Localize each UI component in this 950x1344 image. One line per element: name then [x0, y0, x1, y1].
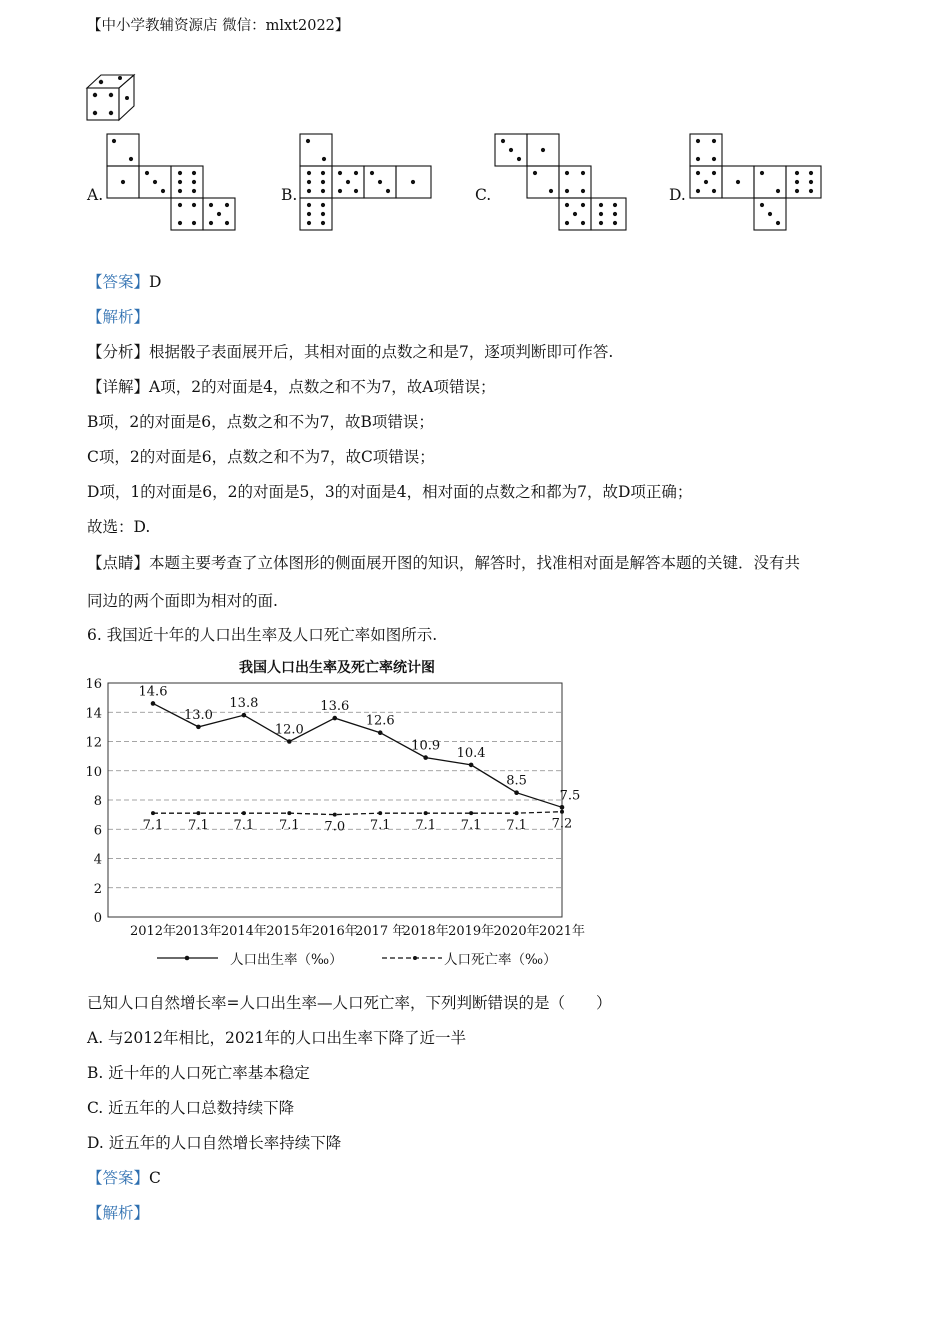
birth-rate-data-label: 13.8: [229, 696, 259, 712]
x-tick-label: 2019年: [448, 924, 495, 939]
dianjing-text-1: 本题主要考查了立体图形的侧面展开图的知识，解答时，找准相对面是解答本题的关键．没有共: [149, 554, 801, 572]
death-rate-data-label: 7.2: [551, 816, 573, 832]
x-tick-label: 2021年: [538, 924, 586, 939]
death-rate-point: [378, 811, 382, 815]
x-tick-label: 2013年: [175, 924, 222, 939]
birth-rate-data-label: 10.9: [411, 738, 441, 754]
x-tick-label: 2015年: [266, 924, 313, 939]
death-rate-point: [196, 811, 200, 815]
net-option-c: [495, 134, 626, 230]
q6-option-d[interactable]: D. 近五年的人口自然增长率持续下降: [87, 1134, 342, 1152]
death-rate-point: [515, 811, 519, 815]
death-rate-data-label: 7.0: [324, 819, 346, 835]
birth-rate-point: [514, 790, 519, 795]
option-c-label: C.: [475, 186, 492, 204]
birth-rate-data-label: 8.5: [506, 773, 527, 789]
y-tick-label: 0: [93, 911, 102, 926]
y-tick-label: 16: [85, 677, 102, 692]
death-rate-data-label: 7.1: [369, 818, 391, 834]
q6-option-b[interactable]: B. 近十年的人口死亡率基本稳定: [87, 1064, 310, 1082]
x-tick-label: 2020年: [493, 924, 540, 939]
birth-rate-point: [469, 763, 474, 768]
q5-fenxi: [87, 340, 613, 362]
option-d-label: D.: [669, 186, 686, 204]
death-rate-data-label: 7.1: [460, 818, 482, 834]
xiangjie-line-b: B项，2的对面是6，点数之和不为7，故B项错误；: [87, 413, 434, 431]
y-tick-label: 6: [93, 823, 102, 839]
birth-rate-data-label: 7.5: [559, 788, 581, 804]
x-tick-label: 2017 年: [355, 924, 406, 939]
birth-rate-data-label: 12.0: [274, 722, 304, 738]
x-tick-label: 2018年: [402, 924, 449, 939]
xiangjie-conclusion: 故选：D.: [87, 518, 151, 536]
death-rate-data-label: 7.1: [233, 818, 255, 834]
x-tick-label: 2012年: [129, 924, 177, 939]
xiangjie-line-c: C项，2的对面是6，点数之和不为7，故C项错误；: [87, 448, 435, 466]
y-tick-label: 8: [93, 794, 102, 809]
q6-condition: 已知人口自然增长率=人口出生率—人口死亡率，下列判断错误的是（ ）: [87, 994, 612, 1012]
y-tick-label: 14: [85, 706, 102, 722]
birth-rate-point: [423, 755, 428, 760]
y-tick-label: 10: [85, 764, 102, 780]
header-watermark: 【中小学教辅资源店 微信：mlxt2022】: [87, 18, 350, 34]
birth-rate-point: [560, 805, 565, 810]
answer-value: C: [149, 1169, 161, 1187]
x-tick-label: 2014年: [220, 924, 267, 939]
legend-birth-label: 人口出生率（‰）: [230, 952, 343, 968]
fenxi-tag: 【分析】: [87, 343, 150, 361]
death-rate-point: [151, 811, 155, 815]
birth-rate-point: [332, 716, 337, 721]
death-rate-point: [469, 811, 473, 815]
death-rate-data-label: 7.1: [506, 818, 527, 834]
dianjing-text-2: 同边的两个面即为相对的面.: [87, 592, 278, 610]
death-rate-data-label: 7.1: [188, 818, 209, 834]
dice-nets-figure: [0, 0, 950, 245]
legend-birth-marker: [185, 956, 190, 961]
death-rate-data-label: 7.1: [142, 818, 164, 834]
death-rate-point: [424, 811, 428, 815]
q6-answer: [87, 1166, 161, 1188]
q6-stem: 6. 我国近十年的人口出生率及人口死亡率如图所示.: [87, 626, 438, 644]
birth-rate-point: [287, 739, 292, 744]
birth-rate-point: [242, 713, 247, 718]
death-rate-point: [333, 813, 337, 817]
option-a-label: A.: [87, 186, 104, 204]
death-rate-point: [287, 811, 291, 815]
chart-title: 我国人口出生率及死亡率统计图: [239, 660, 435, 676]
net-option-a: [107, 134, 235, 230]
option-b-label: B.: [281, 186, 298, 204]
plot-frame: [108, 683, 562, 917]
y-tick-label: 12: [85, 735, 102, 751]
q5-analysis-tag: 【解析】: [87, 308, 150, 326]
death-rate-line: [153, 812, 562, 815]
legend-death-label: 人口死亡率（‰）: [444, 952, 557, 968]
death-rate-point: [242, 811, 246, 815]
birth-rate-data-label: 13.0: [183, 707, 213, 723]
x-tick-label: 2016年: [311, 924, 358, 939]
xiangjie-line-d: D项，1的对面是6，2的对面是5，3的对面是4，相对面的点数之和都为7，故D项正确；: [87, 483, 693, 501]
answer-value: D: [149, 273, 162, 291]
dianjing-tag: 【点睛】: [87, 554, 150, 572]
legend-death-marker: [413, 956, 417, 960]
answer-tag: 【答案】: [87, 273, 150, 291]
birth-rate-line: [153, 703, 562, 807]
birth-rate-data-label: 12.6: [365, 713, 395, 729]
birth-rate-data-label: 14.6: [138, 684, 168, 700]
q5-answer: [87, 270, 161, 292]
birth-rate-data-label: 10.4: [456, 745, 486, 761]
fenxi-text: 根据骰子表面展开后，其相对面的点数之和是7，逐项判断即可作答.: [149, 343, 614, 361]
death-rate-data-label: 7.1: [415, 818, 437, 834]
y-tick-label: 2: [93, 881, 102, 897]
birth-rate-point: [378, 730, 383, 735]
xiangjie-line-a: A项，2的对面是4，点数之和不为7，故A项错误；: [149, 378, 496, 396]
birth-rate-point: [151, 701, 156, 706]
answer-tag: 【答案】: [87, 1169, 150, 1187]
net-option-d: [690, 134, 821, 230]
birth-rate-data-label: 13.6: [320, 699, 350, 715]
q6-option-a[interactable]: A. 与2012年相比，2021年的人口出生率下降了近一半: [87, 1029, 466, 1047]
y-tick-label: 4: [93, 852, 102, 868]
q5-dianjing: [87, 551, 800, 573]
death-rate-point: [560, 810, 564, 814]
xiangjie-tag: 【详解】: [87, 378, 150, 396]
q5-xiangjie: [87, 375, 496, 397]
q6-option-c[interactable]: C. 近五年的人口总数持续下降: [87, 1099, 295, 1117]
birth-rate-point: [196, 725, 201, 730]
q6-analysis-tag: 【解析】: [87, 1204, 150, 1222]
death-rate-data-label: 7.1: [278, 818, 300, 834]
